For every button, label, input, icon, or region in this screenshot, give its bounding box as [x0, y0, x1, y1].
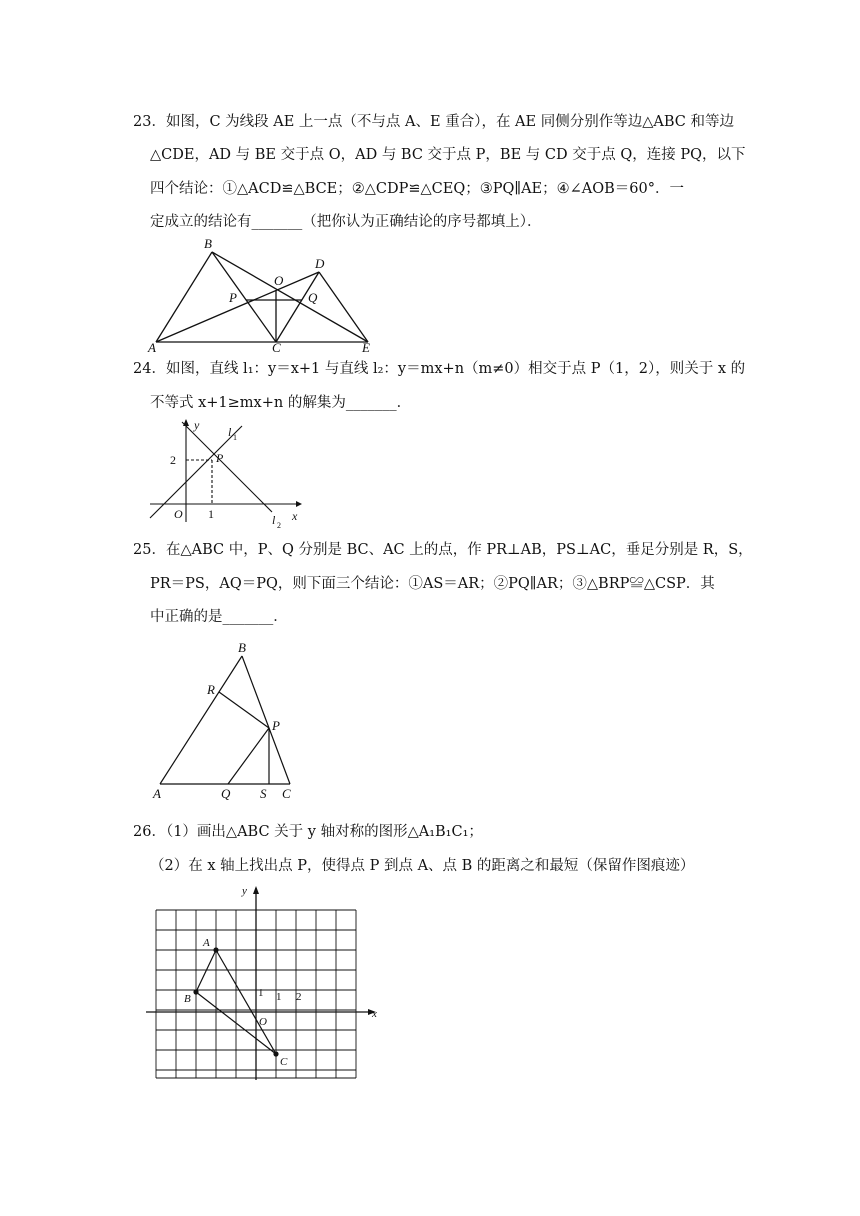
q24-figure	[146, 418, 306, 530]
q24-label-l1-sub: 1	[233, 433, 237, 442]
q23-line-2: △CDE，AD 与 BE 交于点 O，AD 与 BC 交于点 P，BE 与 CD 交于点 Q，连接 PQ，以下	[150, 147, 746, 163]
q23-label-o: O	[274, 273, 284, 288]
q25-label-r: R	[207, 682, 215, 697]
q23-label-p: P	[229, 290, 237, 305]
q23-line-1: 23．如图，C 为线段 AE 上一点（不与点 A、E 重合），在 AE 同侧分别作等边△ABC 和等边	[133, 114, 734, 130]
q23-line-4: 定成立的结论有_______（把你认为正确结论的序号都填上）．	[150, 214, 542, 230]
q23-label-c: C	[272, 340, 281, 354]
q25-label-a: A	[153, 786, 161, 801]
q25-line-1: 25．在△ABC 中，P、Q 分别是 BC、AC 上的点，作 PR⊥AB，PS⊥AC，垂足分别是 R，S，	[133, 542, 753, 558]
q23-label-e: E	[362, 340, 370, 354]
q25-label-c: C	[282, 786, 291, 801]
q24-label-l2: l	[272, 513, 276, 527]
q26-label-one-x: 1	[276, 991, 282, 1003]
q26-line-2: （2）在 x 轴上找出点 P，使得点 P 到点 A、点 B 的距离之和最短（保留作图痕迹）	[150, 858, 695, 874]
q25-figure	[150, 642, 300, 802]
q24-line-1: 24．如图，直线 l₁：y＝x+1 与直线 l₂：y＝mx+n（m≠0）相交于点 P（1，2），则关于 x 的	[133, 361, 746, 377]
q25-label-p: P	[272, 718, 280, 733]
q26-label-two-x: 2	[296, 991, 302, 1003]
q24-label-one: 1	[208, 507, 214, 521]
q26-figure	[146, 884, 386, 1084]
q26-label-y: y	[242, 885, 247, 897]
q24-label-o: O	[174, 507, 183, 521]
q24-label-y: y	[194, 418, 200, 432]
q23-label-q: Q	[308, 290, 318, 305]
q24-label-two: 2	[170, 453, 176, 467]
q24-label-l1: l	[228, 425, 232, 439]
q26-label-x: x	[372, 1008, 377, 1020]
q24-line-2: 不等式 x+1≥mx+n 的解集为_______．	[150, 395, 412, 411]
q26-line-1: 26．（1）画出△ABC 关于 y 轴对称的图形△A₁B₁C₁；	[133, 824, 483, 840]
q24-label-x: x	[292, 509, 298, 523]
q23-figure	[146, 236, 386, 354]
q25-label-b: B	[238, 642, 246, 655]
q23-label-d: D	[315, 256, 325, 271]
q26-label-one-y: 1	[258, 987, 264, 999]
q24-label-l2-sub: 2	[277, 521, 281, 530]
q26-label-c: C	[280, 1056, 288, 1068]
q23-line-3: 四个结论：①△ACD≌△BCE；②△CDP≌△CEQ；③PQ∥AE；④∠AOB＝60°．一	[150, 181, 684, 197]
q26-label-o: O	[259, 1016, 267, 1028]
q26-label-b: B	[184, 993, 191, 1005]
q25-label-s: S	[260, 786, 267, 801]
q24-label-p: P	[216, 451, 224, 465]
q26-label-a: A	[203, 937, 210, 949]
q25-line-3: 中正确的是_______．	[150, 609, 288, 625]
q25-line-2: PR＝PS，AQ＝PQ，则下面三个结论：①AS＝AR；②PQ∥AR；③△BRP≌△CSP．其	[150, 576, 715, 592]
q23-label-b: B	[204, 236, 212, 251]
q25-label-q: Q	[221, 786, 231, 801]
q23-label-a: A	[148, 340, 156, 354]
